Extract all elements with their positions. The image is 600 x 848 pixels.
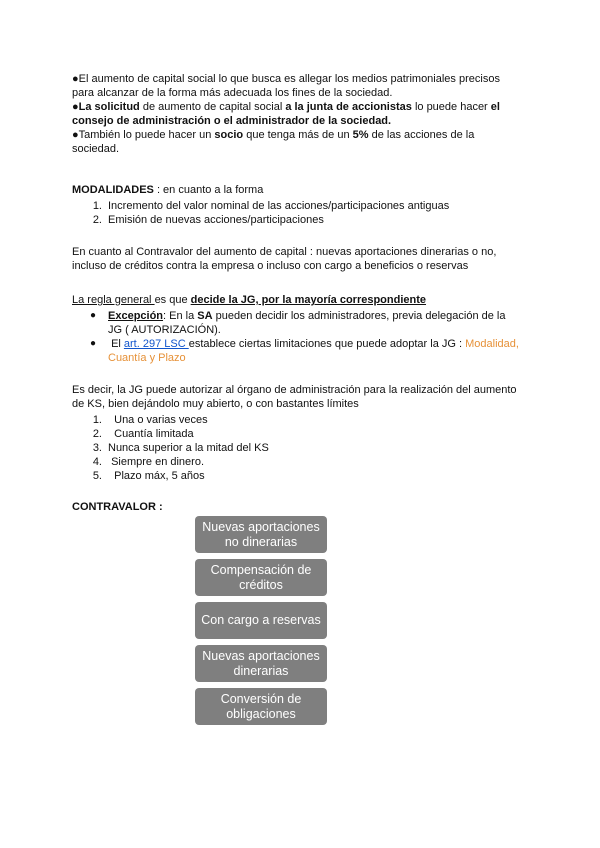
- intro-p2-bold1: La solicitud: [78, 101, 140, 113]
- intro-section: [72, 72, 522, 156]
- regla-general-line: [72, 293, 522, 307]
- list-item-art297: ● El art. 297 LSC establece ciertas limitaciones que puede adoptar la JG : Modalidad, Cuantía y Plazo: [90, 337, 530, 365]
- bullet-icon: ●: [72, 101, 79, 113]
- bullet-icon: ●: [90, 338, 97, 349]
- art-297-lsc-link[interactable]: art. 297 LSC: [123, 338, 189, 350]
- intro-p1-line2: para alcanzar de la forma más adecuada los fines de la sociedad.: [72, 87, 393, 99]
- list-item: 2. Cuantía limitada: [92, 428, 194, 440]
- bullet-icon: ●: [72, 129, 79, 141]
- intro-p3-bold1: socio: [214, 129, 244, 141]
- intro-p2-line2: [72, 114, 522, 128]
- contravalor-intro-line2: incluso de créditos contra la empresa o incluso con cargo a beneficios o reservas: [72, 260, 469, 272]
- es-decir-line1: Es decir, la JG puede autorizar al órgano de administración para la realización del aumento: [72, 384, 517, 396]
- modalidades-subtitle: : en cuanto a la forma: [153, 184, 264, 196]
- regla-bullets: [90, 309, 530, 365]
- intro-p3-bold2: 5%: [352, 129, 369, 141]
- modalidades-list: [84, 199, 449, 227]
- list-item: 5. Plazo máx, 5 años: [92, 470, 205, 482]
- list-item: 2. Emisión de nuevas acciones/participaciones: [92, 214, 324, 226]
- contravalor-heading: CONTRAVALOR :: [72, 501, 163, 513]
- intro-p1-line1: [72, 72, 522, 86]
- es-decir-section: [72, 383, 522, 411]
- modalidades-heading: MODALIDADES: [72, 184, 154, 196]
- box-nuevas-aportaciones-dinerarias: Nuevas aportaciones dinerarias: [195, 645, 327, 682]
- intro-p3-text2: que tenga más de un: [243, 129, 353, 141]
- contravalor-intro: [72, 245, 522, 273]
- box-con-cargo-reservas: Con cargo a reservas: [195, 602, 327, 639]
- list-item: 1. Incremento del valor nominal de las acciones/participaciones antiguas: [92, 200, 450, 212]
- intro-p2-bold-line2: consejo de administración o el administrador de la sociedad.: [72, 115, 392, 127]
- intro-p2-text1: de aumento de capital social: [139, 101, 286, 113]
- intro-p2-bold3: el: [490, 101, 500, 113]
- box-conversion-obligaciones: Conversión de obligaciones: [195, 688, 327, 725]
- box-nuevas-aportaciones-no-dinerarias: Nuevas aportaciones no dinerarias: [195, 516, 327, 553]
- intro-p2-line1: [72, 100, 522, 114]
- intro-p1-text1: El aumento de capital social lo que busca es allegar los medios patrimoniales precisos: [78, 73, 500, 85]
- es-decir-line2: de KS, bien dejándolo muy abierto, o con bastantes límites: [72, 398, 359, 410]
- regla-general-text: es que: [154, 294, 191, 306]
- orange-text-cuantia-plazo: Cuantía y Plazo: [108, 352, 186, 364]
- list-item: 1. Una o varias veces: [92, 414, 208, 426]
- bullet-icon: ●: [72, 73, 79, 85]
- modalidades-heading-line: [72, 183, 522, 197]
- list-item-excepcion: ● Excepción: En la SA pueden decidir los administradores, previa delegación de la JG ( AUTORIZACIÓN).: [90, 309, 530, 337]
- contravalor-intro-line1: En cuanto al Contravalor del aumento de capital : nuevas aportaciones dinerarias o no,: [72, 246, 497, 258]
- limites-list: [84, 413, 269, 483]
- bullet-icon: ●: [90, 310, 97, 321]
- regla-general-label: La regla general: [72, 294, 155, 306]
- list-item: 4. Siempre en dinero.: [92, 456, 205, 468]
- regla-general-bold: decide la JG, por la mayoría correspondiente: [190, 294, 427, 306]
- contravalor-diagram: [195, 516, 327, 731]
- contravalor-heading-line: [72, 500, 522, 514]
- intro-p3-line1: [72, 128, 522, 142]
- orange-text-modalidad: Modalidad,: [465, 338, 519, 350]
- intro-p2-text2: lo puede hacer: [411, 101, 491, 113]
- list-item: 3. Nunca superior a la mitad del KS: [92, 442, 269, 454]
- intro-p3-text1: También lo puede hacer un: [78, 129, 215, 141]
- excepcion-label: Excepción: [108, 310, 164, 322]
- intro-p3-line2: sociedad.: [72, 143, 120, 155]
- excepcion-line2: JG ( AUTORIZACIÓN).: [108, 324, 221, 336]
- box-compensacion-creditos: Compensación de créditos: [195, 559, 327, 596]
- intro-p3-text3: de las acciones de la: [368, 129, 475, 141]
- intro-p2-bold2: a la junta de accionistas: [285, 101, 412, 113]
